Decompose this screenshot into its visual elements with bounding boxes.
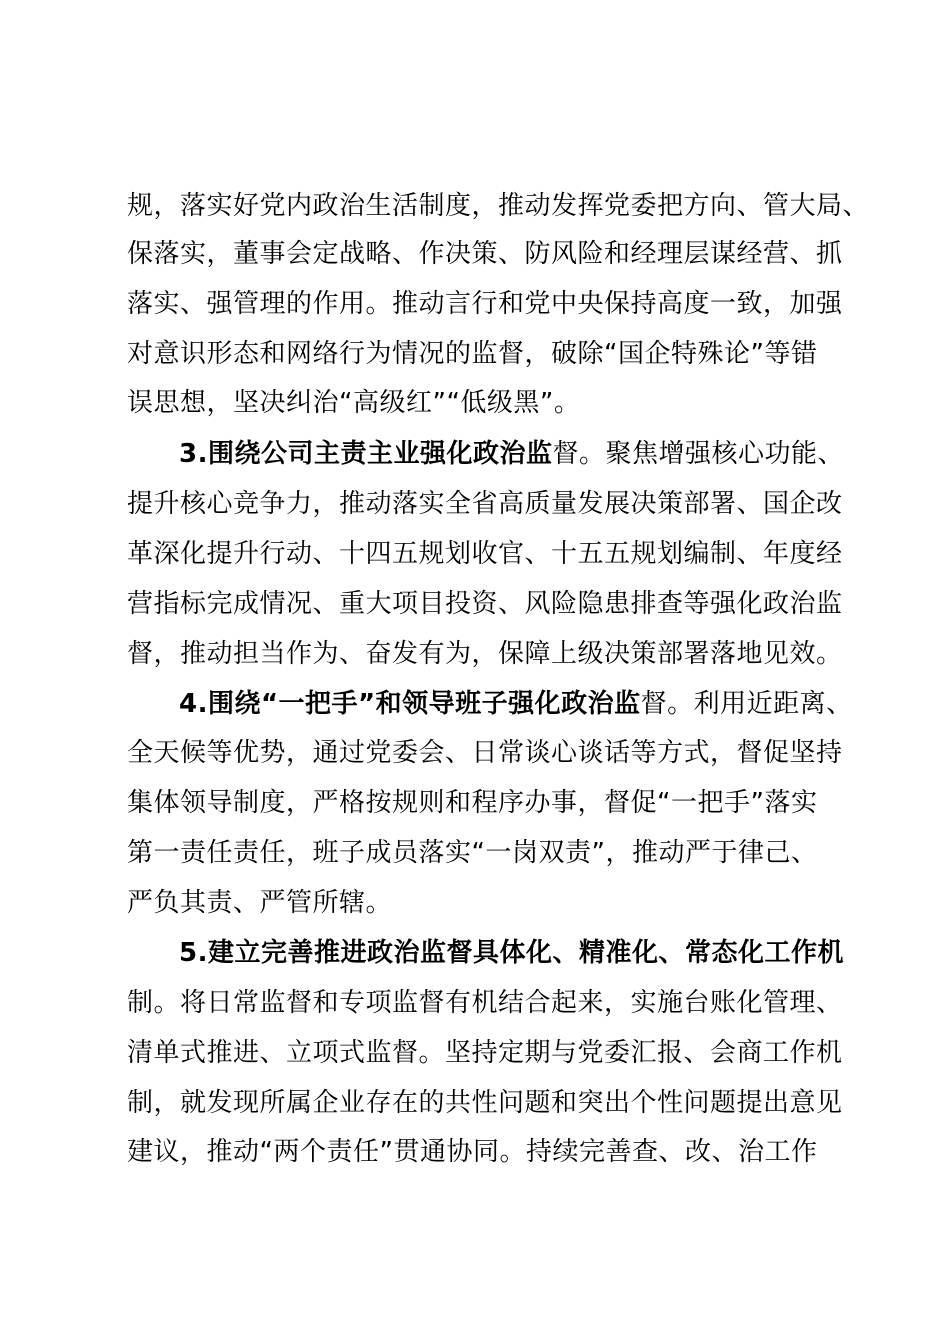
intro-line-1: 规，落实好党内政治生活制度，推动发挥党委把方向、管大局、 — [127, 191, 870, 221]
section4-heading-tail: 督。利用近距离、 — [640, 689, 853, 719]
section3-line-2: 革深化提升行动、十四五规划收官、十五五规划编制、年度经 — [127, 539, 843, 569]
section3-line-1: 提升核心竞争力，推动落实全省高质量发展决策部署、国企改 — [127, 489, 843, 519]
section5-line-2: 清单式推进、立项式监督。坚持定期与党委汇报、会商工作机 — [127, 1038, 843, 1068]
section4-line-4: 严负其责、严管所辖。 — [127, 888, 393, 918]
intro-line-5: 误思想，坚决纠治“高级红”“低级黑”。 — [127, 388, 581, 418]
section5-heading: 5.建立完善推进政治监督具体化、精准化、常态化工作机 — [179, 938, 844, 968]
section5-line-4: 建议，推动“两个责任”贯通协同。持续完善查、改、治工作 — [127, 1137, 818, 1167]
intro-line-3: 落实、强管理的作用。推动言行和党中央保持高度一致，加强 — [127, 289, 843, 319]
section3-heading-tail: 督。聚焦增强核心功能、 — [552, 439, 844, 469]
section5-line-3: 制，就发现所属企业存在的共性问题和突出个性问题提出意见 — [127, 1088, 843, 1118]
section3-line-3: 营指标完成情况、重大项目投资、风险隐患排查等强化政治监 — [127, 589, 843, 619]
section4-heading: 4.围绕“一把手”和领导班子强化政治监 — [179, 689, 641, 719]
section3-heading: 3.围绕公司主责主业强化政治监 — [179, 439, 553, 469]
section3-heading-line — [179, 429, 844, 479]
intro-line-2: 保落实，董事会定战略、作决策、防风险和经理层谋经营、抓 — [127, 239, 843, 269]
section4-line-2: 集体领导制度，严格按规则和程序办事，督促“一把手”落实 — [127, 788, 818, 818]
section3-line-4: 督，推动担当作为、奋发有为，保障上级决策部署落地见效。 — [127, 639, 843, 669]
section4-line-3: 第一责任责任，班子成员落实“一岗双责”，推动严于律己、 — [127, 838, 818, 868]
section4-line-1: 全天候等优势，通过党委会、日常谈心谈话等方式，督促坚持 — [127, 738, 843, 768]
intro-line-4: 对意识形态和网络行为情况的监督，破除“国企特殊论”等错 — [127, 339, 818, 369]
section4-heading-line — [179, 679, 853, 729]
section5-line-1: 制。将日常监督和专项监督有机结合起来，实施台账化管理、 — [127, 988, 843, 1018]
